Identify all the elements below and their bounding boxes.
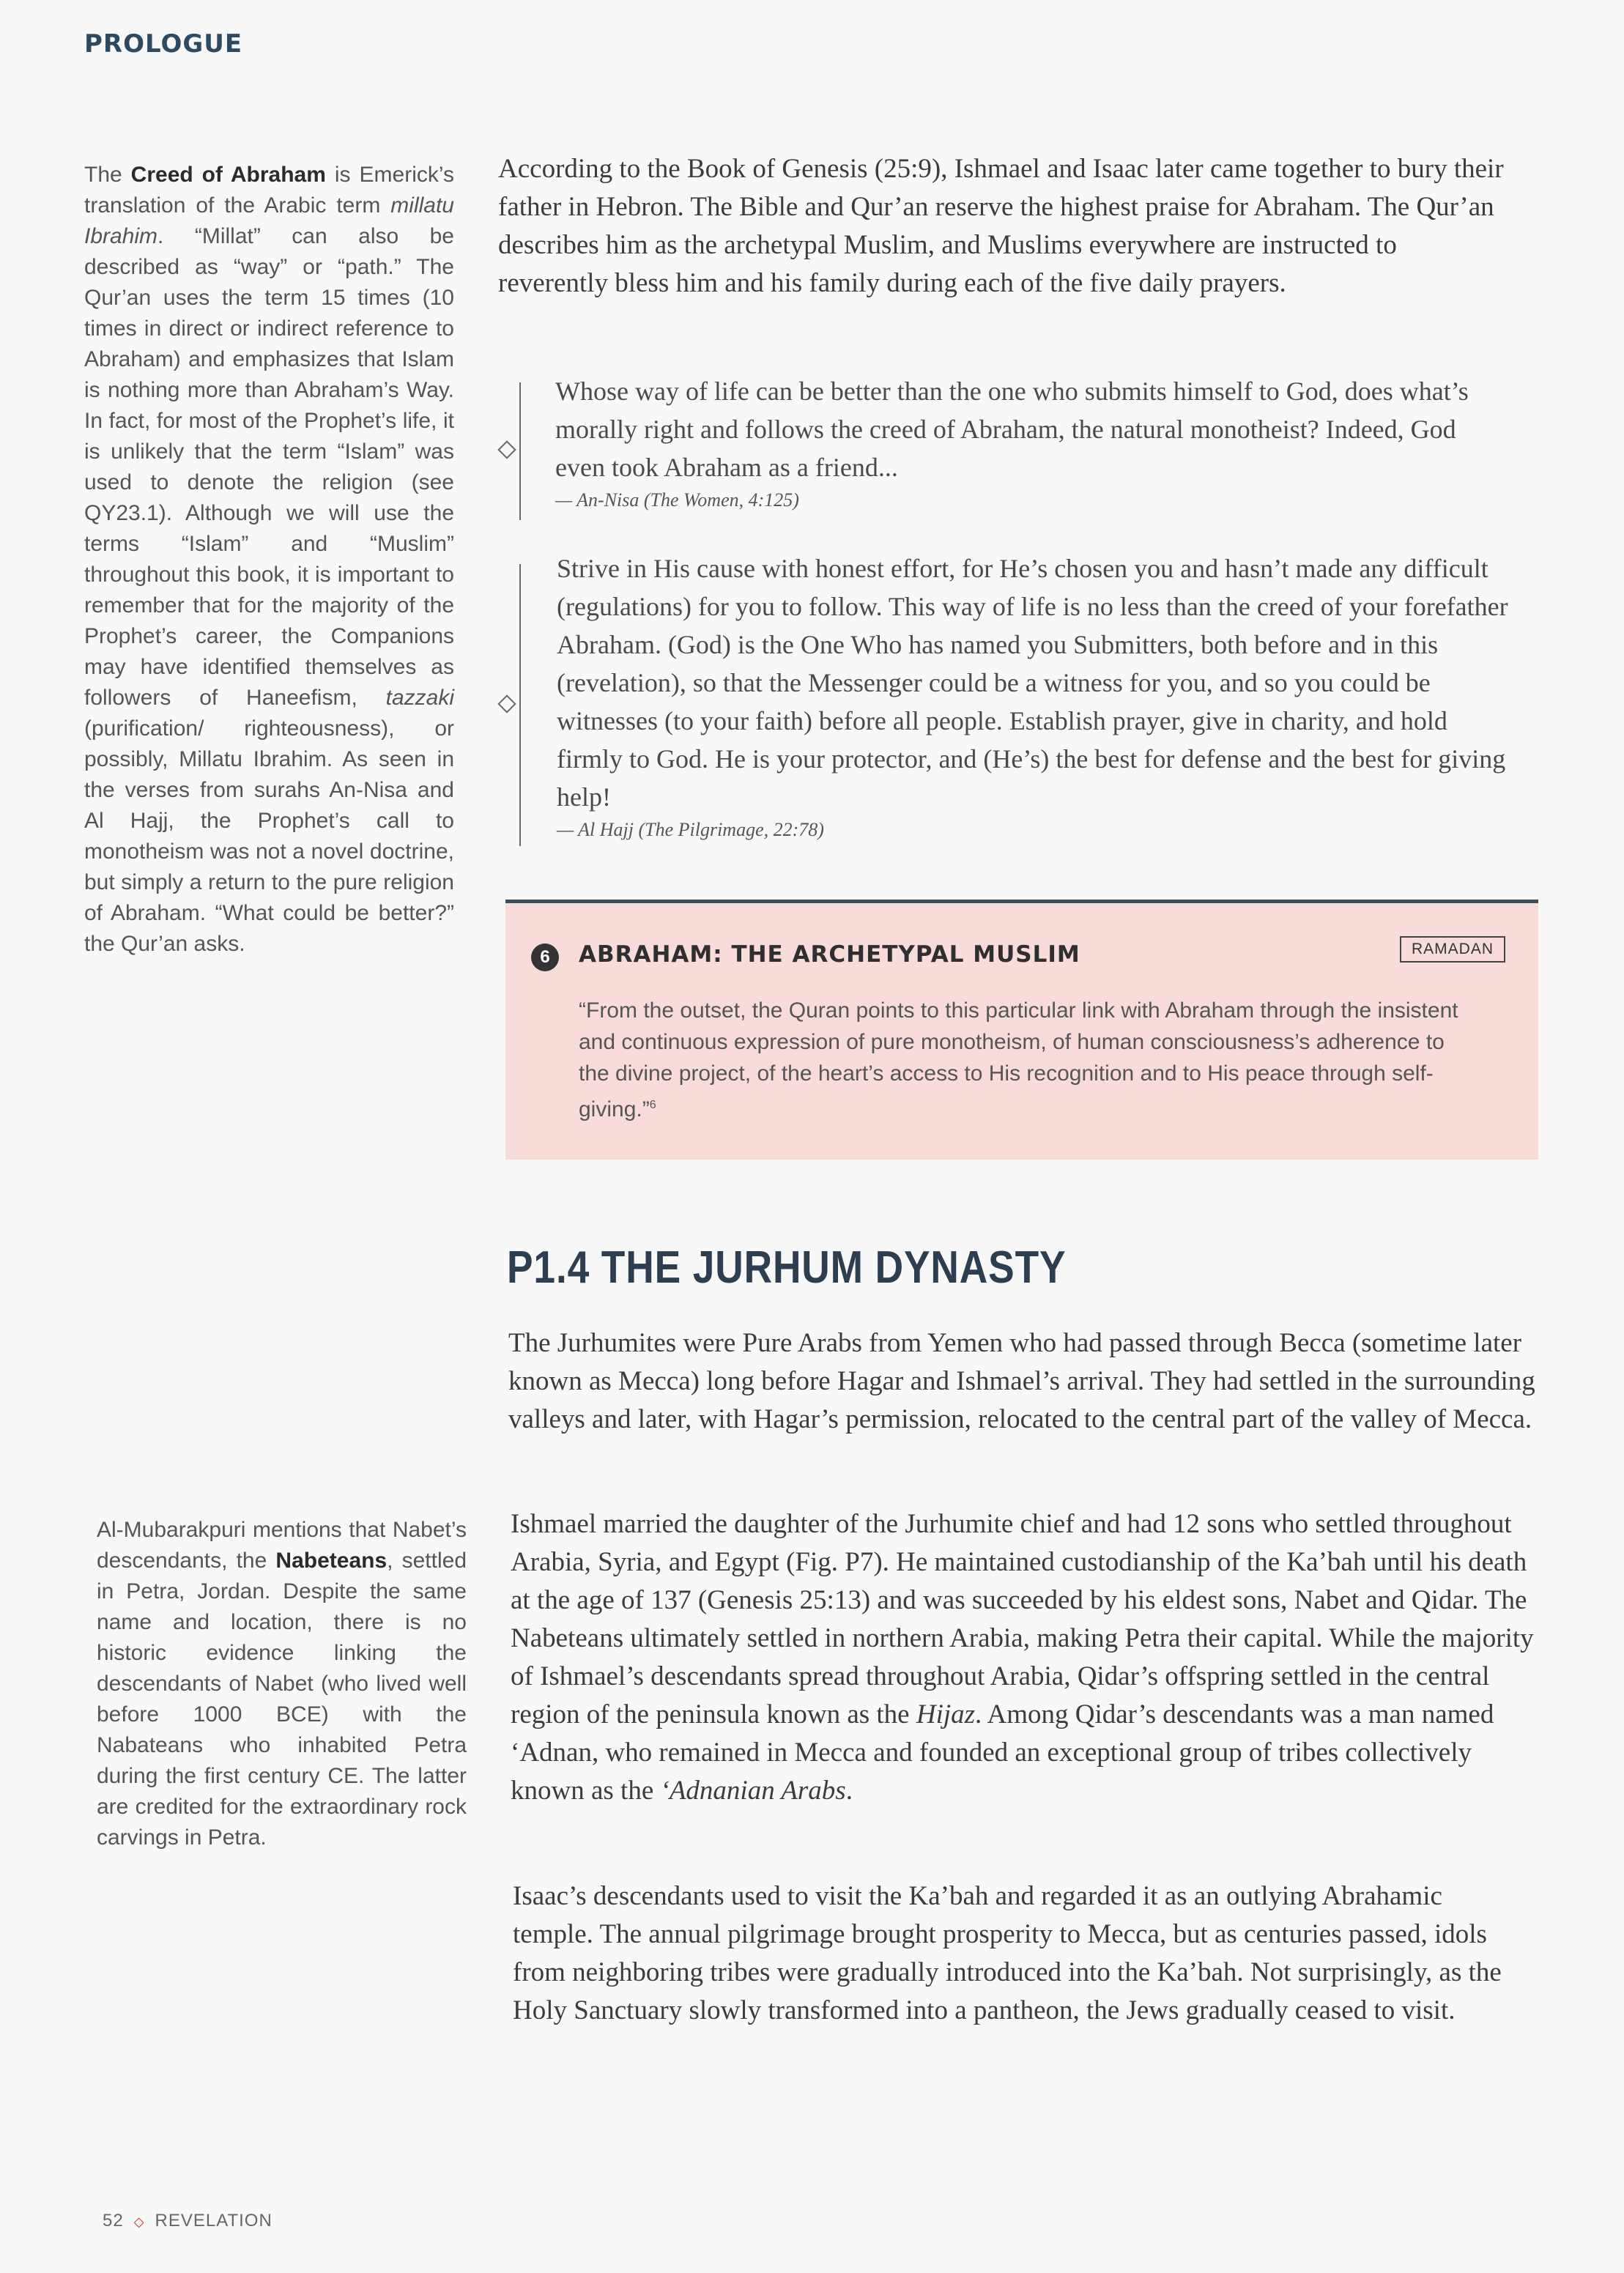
book-title: REVELATION [155,2211,272,2231]
callout-box [505,900,1538,1160]
callout-tag: RAMADAN [1400,936,1505,963]
quote-al-hajj [557,549,1516,841]
section-title: P1.4 THE JURHUM DYNASTY [507,1242,1067,1293]
quote-an-nisa [555,372,1508,511]
paragraph-italic: Hijaz [916,1699,976,1729]
diamond-icon [497,694,516,713]
quote-citation: — An-Nisa (The Women, 4:125) [555,489,799,511]
sidenote-text: is Emerick’s translation of the Arabic term [84,163,454,218]
section-paragraph-1: The Jurhumites were Pure Arabs from Yemen who had passed through Becca (sometime later known as Mecca) long before Hagar and Ishmael’s arrival. They had settled in the surrounding valleys and later, with Hagar’s permission, relocated to the central part of the valley of Mecca. [508,1328,1535,1434]
callout-quote: “From the outset, the Quran points to this particular link with Abraham through the insistent and continuous expression of pure monotheism, of human consciousness’s adherence to the divine project, of the heart’s access to His recognition and to His peace through self-giving.” [579,998,1458,1121]
quote-rule [519,564,521,846]
callout-title: ABRAHAM: THE ARCHETYPAL MUSLIM [579,941,1080,968]
sidenote-creed [84,160,454,960]
quote-citation: — Al Hajj (The Pilgrimage, 22:78) [557,819,824,840]
sidenote-term: Creed of Abraham [130,163,326,187]
sidenote-text: (purification/ righteousness), or possibly, Millatu Ibrahim. As seen in the verses from surahs An-Nisa and Al Hajj, the Prophet’s call to monotheism was not a novel doctrine, but simply a return to the pure religion of Abraham. “What could be better?” the Qur’an asks. [84,716,454,956]
sidenote-term-italic: millatu Ibrahim [84,193,454,248]
sidenote-text: , settled in Petra, Jordan. Despite the same name and location, there is no historic evidence linking the descendants of Nabet (who lived well before 1000 BCE) with the Nabateans who inhabited Petra during the first century CE. The latter are credited for the extraordinary rock carvings in Petra. [97,1549,467,1850]
intro-paragraph: According to the Book of Genesis (25:9), Ishmael and Isaac later came together to bury their father in Hebron. The Bible and Qur’an reserve the highest praise for Abraham. The Qur’an describes him as the archetypal Muslim, and Muslims everywhere are instructed to reverently bless him and his family during each of the five daily prayers. [498,154,1504,298]
sidenote-text: Al-Mubarakpuri mentions that Nabet’s descendants, the [97,1518,467,1573]
paragraph-text: Ishmael married the daughter of the Jurhumite chief and had 12 sons who settled throughout Arabia, Syria, and Egypt (Fig. P7). He maintained custodianship of the Ka’bah until his death at the age of 137 (Genesis 25:13) and was succeeded by his eldest sons, Nabet and Qidar. The Nabeteans ultimately settled in northern Arabia, making Petra their capital. While the majority of Ishmael’s descendants spread throughout Arabia, Qidar’s offspring settled in the central region of the peninsula known as the [511,1509,1534,1729]
paragraph-text: . [845,1776,853,1806]
diamond-icon: ◇ [133,2214,145,2229]
diamond-icon [497,440,516,459]
sidenote-text: . “Millat” can also be described as “way” or “path.” The Qur’an uses the term 15 times (10 times in direct or indirect reference to Abraham) and emphasizes that Islam is nothing more than Abraham’s Way. In fact, for most of the Prophet’s life, it is unlikely that the term “Islam” was used to denote the religion (see QY23.1). Although we will use the terms “Islam” and “Muslim” throughout this book, it is important to remember that for the majority of the Prophet’s career, the Companions may have identified themselves as followers of Haneefism, [84,224,454,710]
quote-text: Strive in His cause with honest effort, for He’s chosen you and hasn’t made any difficult (regulations) for you to follow. This way of life is no less than the creed of your forefather Abraham. (God) is the One Who has named you Submitters, both before and in this (revelation), so that the Messenger could be a witness for you, and so you could be witnesses (to your faith) before all people. Establish prayer, give in charity, and hold firmly to God. He is your protector, and (He’s) the best for defense and the best for giving help! [557,554,1508,812]
running-header: PROLOGUE [84,29,243,59]
sidenote-term: Nabeteans [275,1549,388,1573]
section-paragraph-3: Isaac’s descendants used to visit the Ka’bah and regarded it as an outlying Abrahamic temple. The annual pilgrimage brought prosperity to Mecca, but as centuries passed, idols from neighboring tribes were gradually introduced into the Ka’bah. Not surprisingly, as the Holy Sanctuary slowly transformed into a pantheon, the Jews gradually ceased to visit. [513,1881,1502,2025]
quote-rule [519,382,521,520]
footnote-marker: 6 [649,1099,656,1111]
sidenote-nabeteans [97,1515,467,1853]
sidenote-text: The [84,163,131,187]
sidenote-term-italic: tazzaki [385,686,454,710]
paragraph-italic: ‘Adnanian Arabs [660,1776,846,1806]
section-paragraph-2 [511,1505,1551,1810]
callout-text [579,995,1472,1125]
paragraph-text: . Among Qidar’s descendants was a man named ‘Adnan, who remained in Mecca and founded an exceptional group of tribes collectively known as the [511,1699,1494,1806]
quote-text: Whose way of life can be better than the one who submits himself to God, does what’s morally right and follows the creed of Abraham, the natural monotheist? Indeed, God even took Abraham as a friend... [555,377,1469,482]
page-number: 52 [103,2211,124,2231]
page-footer [103,2211,272,2231]
callout-number-badge: 6 [531,943,559,971]
